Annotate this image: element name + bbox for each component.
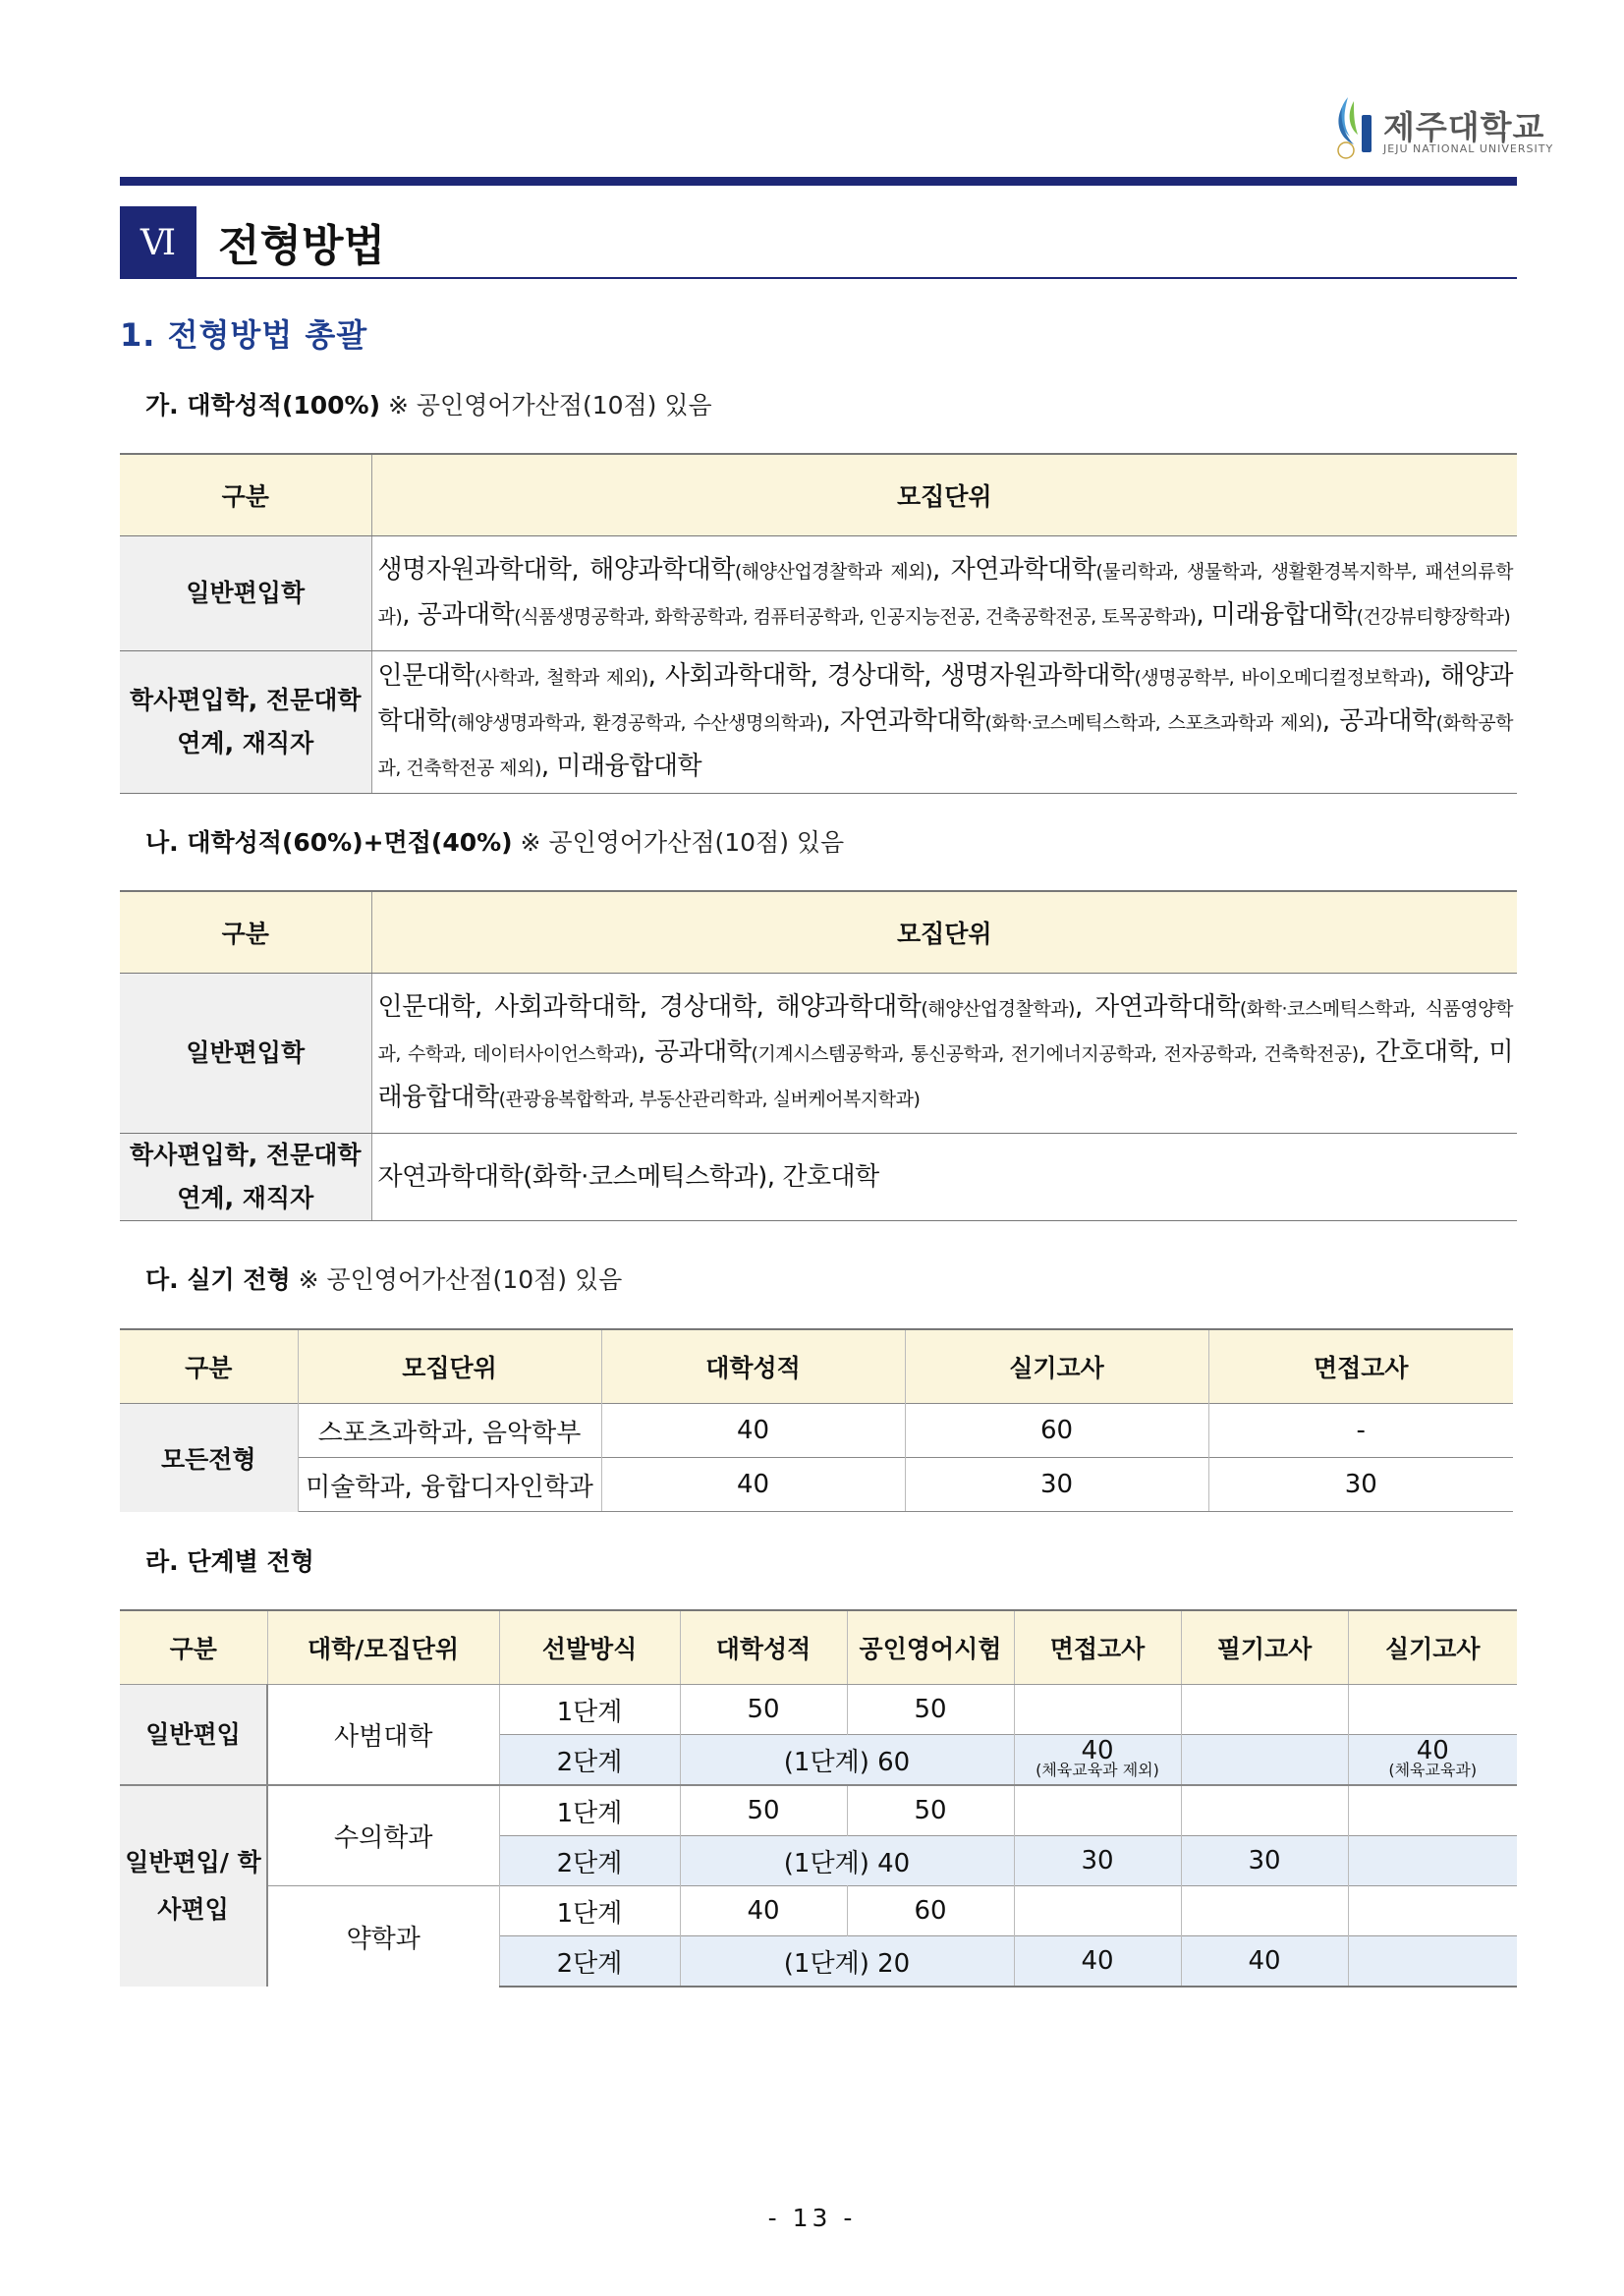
table-b (120, 890, 1517, 1221)
table-cell: 30 (1181, 1836, 1348, 1886)
subsection-d-title: 라. 단계별 전형 (145, 1547, 314, 1576)
unit-detail-text: (해양산업경찰학과) (921, 998, 1075, 1020)
stage-cell: 2단계 (499, 1936, 680, 1988)
subsection-c-title: 다. 실기 전형 (145, 1265, 291, 1294)
recruit-units (371, 651, 1517, 794)
table-cell (1348, 1785, 1517, 1836)
header-cell: 대학성적 (601, 1329, 905, 1404)
unit-detail-text: (해양생명과학과, 환경공학과, 수산생명의학과) (450, 712, 823, 734)
unit-detail-text: (사학과, 철학과 제외) (474, 667, 648, 689)
table-row (120, 974, 1517, 1134)
table-row (120, 651, 1517, 794)
unit-text: 인문대학 (377, 661, 475, 691)
table-cell: 40 (680, 1886, 847, 1936)
table-row (120, 536, 1517, 651)
cell-note: (체육교육과 제외) (1036, 1761, 1159, 1779)
recruit-units (371, 536, 1517, 651)
table-cell: 50 (847, 1685, 1014, 1735)
unit-detail-text: (건강뷰티향장학과) (1356, 606, 1511, 628)
recruit-units (371, 974, 1517, 1134)
table-cell: 40 (601, 1404, 905, 1458)
header-cell: 모집단위 (371, 454, 1517, 536)
table-cell: - (1208, 1404, 1513, 1458)
table-cell (1348, 1836, 1517, 1886)
header-cell: 면접고사 (1208, 1329, 1513, 1404)
stage-cell: 1단계 (499, 1785, 680, 1836)
unit-text: 생명자원과학대학, 해양과학대학 (377, 555, 735, 585)
unit-text: 자연과학대학(화학·코스메틱스학과), 간호대학 (377, 1162, 879, 1192)
subsection-c (145, 1260, 622, 1296)
table-c (120, 1328, 1513, 1512)
row-label: 학사편입학, 전문대학 연계, 재직자 (120, 651, 371, 794)
unit-detail-text: (기계시스템공학과, 통신공학과, 전기에너지공학과, 전자공학과, 건축학전공) (751, 1043, 1359, 1065)
table-header-row (120, 1610, 1517, 1685)
unit-text: , 공과대학 (1321, 706, 1436, 736)
table-header-row (120, 1329, 1513, 1404)
table-cell: 30 (905, 1458, 1208, 1512)
unit-detail-text: (식품생명공학과, 화학공학과, 컴퓨터공학과, 인공지능전공, 건축공학전공, 토목공학과) (514, 606, 1197, 628)
table-cell: 60 (847, 1886, 1014, 1936)
table-cell (1014, 1886, 1181, 1936)
subsection-d (145, 1542, 314, 1578)
unit-detail-text: (생명공학부, 바이오메디컬정보학과) (1134, 667, 1424, 689)
logo-english-name: JEJU NATIONAL UNIVERSITY (1383, 142, 1554, 155)
table-cell: 50 (847, 1785, 1014, 1836)
table-cell: 50 (680, 1685, 847, 1735)
unit-detail-text: (화학공학과, 건축학전공 제외) (377, 712, 1513, 779)
table-row (120, 1886, 1517, 1936)
logo-emblem-icon (1328, 93, 1377, 162)
table-d (120, 1609, 1517, 1988)
stage-cell: 2단계 (499, 1836, 680, 1886)
subsection-a-title: 가. 대학성적(100%) (145, 391, 381, 420)
unit-detail-text: (화학·코스메틱스학과, 스포츠과학과 제외) (984, 712, 1322, 734)
recruit-units (371, 1134, 1517, 1221)
header-cell: 모집단위 (298, 1329, 601, 1404)
page-number: - 13 - (767, 2204, 857, 2232)
unit-cell: 사범대학 (267, 1685, 499, 1786)
table-cell (1181, 1685, 1348, 1735)
unit-detail-text: (해양산업경찰학과 제외) (734, 561, 932, 583)
table-header-row (120, 454, 1517, 536)
header-cell: 구분 (120, 891, 371, 974)
subsection-c-note: ※ 공인영어가산점(10점) 있음 (298, 1265, 623, 1294)
header-cell: 구분 (120, 454, 371, 536)
cell-note: (체육교육과) (1388, 1761, 1478, 1779)
unit-text: , 자연과학대학 (931, 555, 1096, 585)
stage-cell: 1단계 (499, 1685, 680, 1735)
unit-detail-text: (관광융복합학과, 부동산관리학과, 실버케어복지학과) (498, 1089, 921, 1110)
unit-text: , 자연과학대학 (822, 706, 985, 736)
header-bar (120, 177, 1517, 186)
unit-text: , 미래융합대학 (1196, 600, 1357, 630)
unit-text: , 자연과학대학 (1074, 992, 1240, 1022)
table-cell (1348, 1685, 1517, 1735)
table-cell: 40 (1181, 1936, 1348, 1988)
unit-text: 인문대학, 사회과학대학, 경상대학, 해양과학대학 (377, 992, 922, 1022)
row-label: 일반편입학 (120, 536, 371, 651)
table-a (120, 453, 1517, 794)
table-cell: 미술학과, 융합디자인학과 (298, 1458, 601, 1512)
unit-text: , 사회과학대학, 경상대학, 생명자원과학대학 (647, 661, 1135, 691)
merged-cell: (1단계) 20 (680, 1936, 1014, 1988)
table-header-row (120, 891, 1517, 974)
subsection-b-note: ※ 공인영어가산점(10점) 있음 (520, 828, 845, 857)
table-cell: 30 (1014, 1836, 1181, 1886)
merged-cell: (1단계) 60 (680, 1735, 1014, 1786)
header-cell: 대학성적 (680, 1610, 847, 1685)
table-cell: 40 (1014, 1936, 1181, 1988)
header-cell: 구분 (120, 1329, 298, 1404)
unit-text: , 공과대학 (637, 1037, 752, 1067)
chapter-number: Ⅵ (120, 206, 196, 279)
table-row (120, 1458, 1513, 1512)
subsection-a-note: ※ 공인영어가산점(10점) 있음 (388, 391, 712, 420)
unit-text: , 공과대학 (402, 600, 515, 630)
table-row (120, 1134, 1517, 1221)
table-cell: 30 (1208, 1458, 1513, 1512)
unit-text: , 간호대학, 미래융합대학 (377, 1037, 1513, 1112)
table-cell (1348, 1735, 1517, 1786)
row-label: 일반편입학 (120, 974, 371, 1134)
group-label: 일반편입/ 학사편입 (120, 1785, 267, 1987)
subsection-b-title: 나. 대학성적(60%)+면접(40%) (145, 828, 513, 857)
table-row (120, 1785, 1517, 1836)
section-title: 1. 전형방법 총괄 (120, 316, 368, 354)
header-cell: 면접고사 (1014, 1610, 1181, 1685)
table-row (120, 1685, 1517, 1735)
subsection-b (145, 823, 844, 859)
table-cell: 50 (680, 1785, 847, 1836)
group-label: 일반편입 (120, 1685, 267, 1786)
table-cell (1181, 1886, 1348, 1936)
table-row (120, 1404, 1513, 1458)
cell-value: 40 (1416, 1736, 1449, 1765)
table-cell: 스포츠과학과, 음악학부 (298, 1404, 601, 1458)
logo-name: 제주대학교 (1383, 108, 1545, 146)
table-cell (1014, 1785, 1181, 1836)
table-cell: 40 (601, 1458, 905, 1512)
cell-value: 40 (1081, 1736, 1114, 1765)
unit-cell: 약학과 (267, 1886, 499, 1988)
unit-cell: 수의학과 (267, 1785, 499, 1886)
table-cell (1181, 1785, 1348, 1836)
header-cell: 구분 (120, 1610, 267, 1685)
row-label: 학사편입학, 전문대학 연계, 재직자 (120, 1134, 371, 1221)
table-cell (1348, 1936, 1517, 1988)
subsection-a (145, 386, 712, 421)
stage-cell: 2단계 (499, 1735, 680, 1786)
header-cell: 실기고사 (1348, 1610, 1517, 1685)
unit-text: , 미래융합대학 (540, 752, 702, 781)
unit-detail-text: (화학·코스메틱스학과, 식품영양학과, 수학과, 데이터사이언스학과) (377, 998, 1513, 1065)
table-cell (1348, 1886, 1517, 1936)
header-cell: 선발방식 (499, 1610, 680, 1685)
header-cell: 필기고사 (1181, 1610, 1348, 1685)
unit-text: , 해양과학대학 (377, 661, 1514, 736)
table-cell: 60 (905, 1404, 1208, 1458)
header-cell: 공인영어시험 (847, 1610, 1014, 1685)
stage-cell: 1단계 (499, 1886, 680, 1936)
header-cell: 대학/모집단위 (267, 1610, 499, 1685)
header-cell: 모집단위 (371, 891, 1517, 974)
table-cell (1014, 1735, 1181, 1786)
merged-cell: (1단계) 40 (680, 1836, 1014, 1886)
row-label: 모든전형 (120, 1404, 298, 1512)
table-cell (1014, 1685, 1181, 1735)
chapter-underline (120, 277, 1517, 279)
unit-detail-text: (물리학과, 생물학과, 생활환경복지학부, 패션의류학과) (377, 561, 1513, 628)
chapter-title: 전형방법 (218, 221, 386, 271)
header-cell: 실기고사 (905, 1329, 1208, 1404)
table-cell (1181, 1735, 1348, 1786)
